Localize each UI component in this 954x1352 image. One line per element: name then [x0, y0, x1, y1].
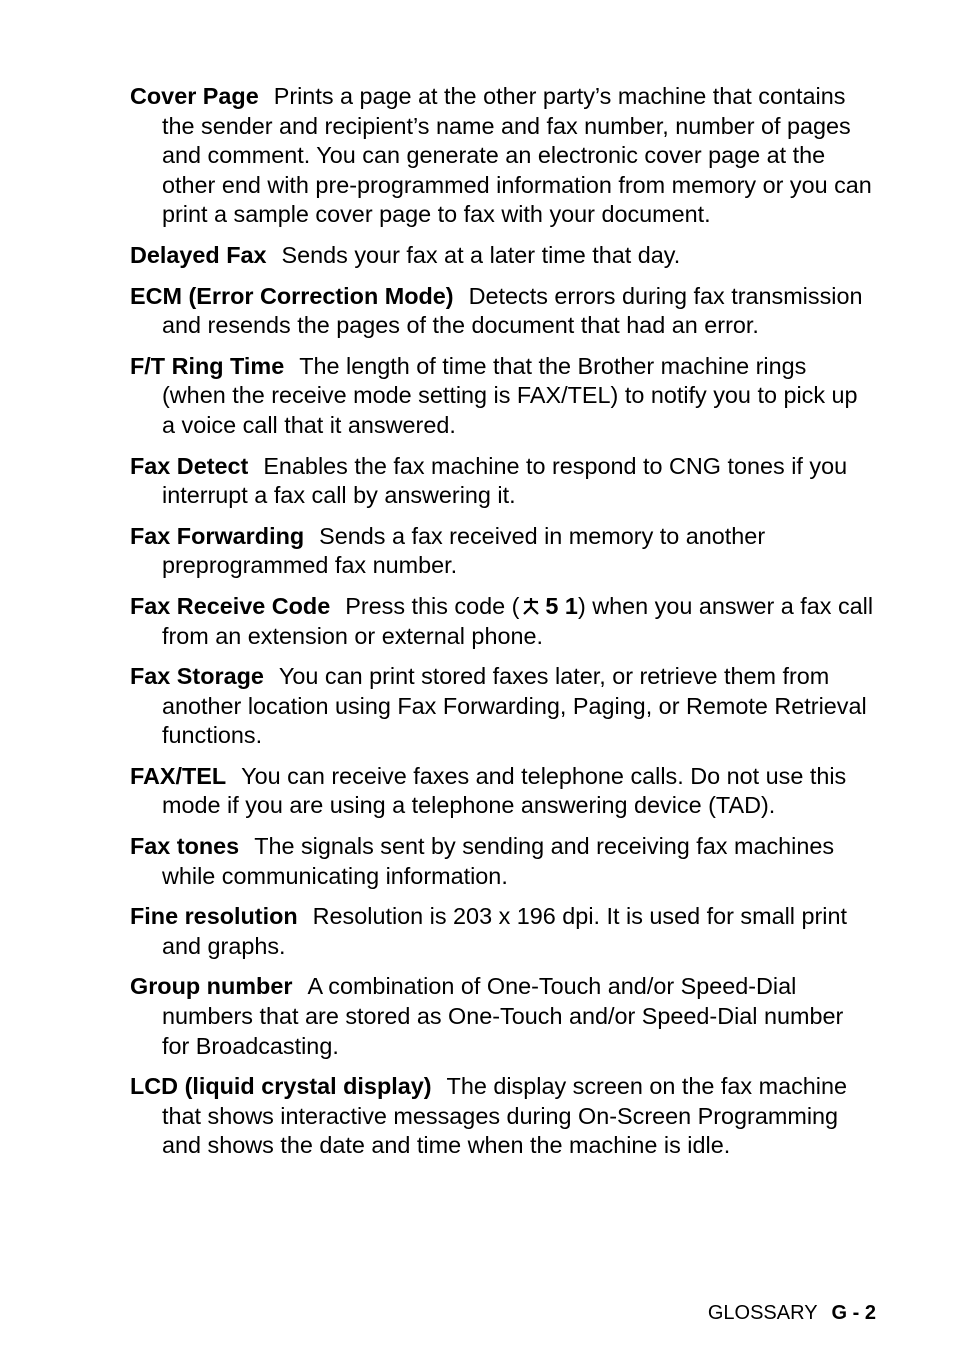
glossary-term: LCD (liquid crystal display) — [130, 1073, 432, 1100]
glossary-entry-lcd — [130, 1072, 875, 1161]
glossary-definition-before: Press this code ( — [345, 592, 520, 619]
glossary-term: FAX/TEL — [130, 762, 227, 789]
glossary-term: Fine resolution — [130, 903, 298, 930]
glossary-term: Fax Detect — [130, 452, 249, 479]
glossary-definition: A combination of One-Touch and/or Speed-Dial numbers that are stored as One-Touch and/or Speed-Dial number for Broadcasting. — [162, 973, 844, 1059]
glossary-entry-cover-page — [130, 82, 875, 230]
glossary-term: Fax tones — [130, 833, 240, 860]
glossary-term: Group number — [130, 973, 293, 1000]
glossary-term: F/T Ring Time — [130, 352, 285, 379]
glossary-list — [130, 82, 875, 1172]
glossary-entry-fax-storage — [130, 662, 875, 751]
glossary-entry-ecm — [130, 282, 875, 341]
glossary-term: Cover Page — [130, 83, 259, 109]
glossary-entry-fax-forwarding — [130, 522, 875, 581]
glossary-entry-fax-receive-code — [130, 592, 875, 651]
glossary-definition: Sends your fax at a later time that day. — [281, 241, 681, 268]
glossary-term: Fax Forwarding — [130, 522, 305, 549]
glossary-term: Fax Storage — [130, 663, 264, 690]
glossary-definition: Resolution is 203 x 196 dpi. It is used for small print and graphs. — [162, 903, 847, 959]
glossary-entry-fax-tones — [130, 832, 875, 891]
glossary-term: Delayed Fax — [130, 241, 267, 268]
glossary-entry-ft-ring-time — [130, 352, 875, 441]
glossary-definition: You can receive faxes and telephone calls. Do not use this mode if you are using a telephone answering device (TAD). — [162, 762, 847, 819]
glossary-definition: Enables the fax machine to respond to CNG tones if you interrupt a fax call by answering it. — [162, 452, 848, 509]
glossary-definition: Detects errors during fax transmission and resends the pages of the document that had an error. — [162, 282, 863, 339]
glossary-term: Fax Receive Code — [130, 592, 331, 619]
glossary-definition: You can print stored faxes later, or retrieve them from another location using Fax Forwarding, Paging, or Remote Retrieval functions. — [162, 663, 867, 749]
star-key-icon — [521, 596, 541, 616]
glossary-definition: The signals sent by sending and receiving fax machines while communicating information. — [162, 833, 835, 889]
glossary-definition: The length of time that the Brother machine rings (when the receive mode setting is FAX/TEL) to notify you to pick up a voice call that it answered. — [162, 352, 858, 438]
glossary-entry-fine-resolution — [130, 902, 875, 961]
glossary-term: ECM (Error Correction Mode) — [130, 282, 454, 309]
page-footer — [708, 1300, 876, 1326]
glossary-definition: Sends a fax received in memory to another preprogrammed fax number. — [162, 522, 766, 579]
page-number: G - 2 — [831, 1302, 876, 1324]
glossary-entry-group-number — [130, 972, 875, 1061]
glossary-entry-delayed-fax — [130, 241, 875, 271]
glossary-definition: Prints a page at the other party’s machine that contains the sender and recipient’s name and fax number, number of pages and comment. You can generate an electronic cover page at the other end with pre-programmed information from memory or you can print a sample cover page to fax with your document. — [162, 83, 872, 228]
fax-receive-code-keys: 5 1 — [545, 592, 578, 619]
glossary-entry-fax-detect — [130, 452, 875, 511]
footer-section-label: GLOSSARY — [707, 1302, 818, 1324]
glossary-definition-after: ) when you answer a fax call from an extension or external phone. — [162, 592, 874, 649]
glossary-definition: The display screen on the fax machine that shows interactive messages during On-Screen Programming and shows the date and time when the machine is idle. — [162, 1073, 848, 1159]
glossary-entry-fax-tel — [130, 762, 875, 821]
